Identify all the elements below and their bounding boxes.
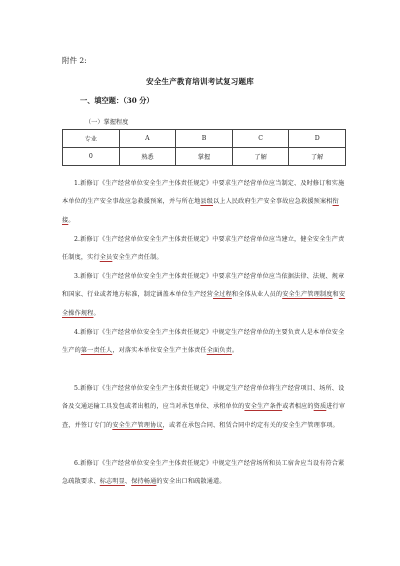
table-header-cell: B	[176, 130, 233, 148]
table-header-cell: C	[232, 130, 289, 148]
question-text: 4.新修订《生产经营单位安全生产主体责任规定》中规定生产经营单位的主要负责人是本单位安全生产的	[62, 329, 345, 355]
appendix-label: 附件 2:	[62, 56, 87, 65]
subsection-heading: （一）掌握程度	[85, 119, 129, 126]
question-text: 。	[68, 216, 75, 224]
table-header-row	[63, 130, 346, 148]
question-text: 2.新修订《生产经营单位安全生产主体责任规定》中要求生产经营单位应当建立，健全安全生产责任制度，实行	[62, 236, 345, 262]
answer-blank: 安全生产管理制度	[282, 291, 333, 299]
table-cell: 熟悉	[119, 148, 176, 166]
question-4	[62, 324, 346, 361]
question-text: 进行审查，并签订专门的	[62, 403, 346, 429]
answer-blank: 县级	[200, 198, 213, 206]
question-3	[62, 268, 346, 323]
answer-blank: 资质	[313, 403, 327, 411]
question-text: 或者相应的	[282, 403, 314, 411]
table-cell: 掌握	[176, 148, 233, 166]
question-text: 。	[93, 309, 100, 317]
question-text: 1.新修订《生产经营单位安全生产主体责任规定》中要求生产经营单位应当制定、及时修订和实施本单位的生产安全事故应急救援预案，并与所在地	[62, 180, 345, 206]
question-1	[62, 175, 346, 230]
answer-blank: 全过程	[212, 291, 232, 299]
table-row	[63, 148, 346, 166]
question-text: 、	[124, 478, 132, 486]
section-heading: 一、填空题：（30 分）	[80, 96, 154, 105]
question-text: 的安全出口和疏散通道。	[156, 478, 226, 486]
question-text: ，对落实本单位安全生产主体责任	[112, 347, 207, 355]
table-header-cell: A	[119, 130, 176, 148]
question-text: 。	[231, 347, 239, 355]
answer-blank: 标志明显	[99, 478, 125, 486]
answer-blank: 全面负责	[206, 347, 232, 355]
proficiency-table	[62, 129, 346, 166]
answer-blank: 安全生产管理协议	[112, 421, 163, 429]
question-text: 3.新修订《生产经营单位安全生产主体责任规定》中要求生产经营单位应当依据法律、法规、规章和国家、行业或者地方标准，制定涵盖本单位生产经营	[62, 273, 345, 299]
question-2	[62, 231, 346, 268]
question-text: 和	[332, 291, 339, 299]
answer-blank: 第一责任人	[80, 347, 113, 355]
table-cell: 了解	[232, 148, 289, 166]
question-text: 和全体从业人员的	[231, 291, 283, 299]
question-text: ，或者在承包合同、租赁合同中约定有关的安全生产管理事项。	[162, 421, 339, 429]
answer-blank: 安全操作规程	[62, 291, 346, 317]
question-text: 6.新修订《生产经营单位安全生产主体责任规定》中规定生产经营场所和员工宿舍应当设有符合紧急疏散要求、	[62, 460, 345, 486]
answer-blank: 安全生产条件	[244, 403, 283, 411]
answer-blank: 保持畅通	[131, 478, 157, 486]
table-cell: 了解	[289, 148, 346, 166]
question-text: 以上人民政府生产安全事故应急救援预案相	[213, 198, 333, 206]
table-cell: 0	[63, 148, 120, 166]
table-header-cell: D	[289, 130, 346, 148]
question-6	[62, 455, 346, 492]
question-5	[62, 380, 346, 435]
document-title: 安全生产教育培训考试复习题库	[146, 77, 254, 86]
answer-blank: 衔接	[62, 198, 339, 224]
question-text: 5.新修订《生产经营单位安全生产主体责任规定》中规定生产经营单位将生产经营项目、场所、设备及交通运输工具发包或者出租的，应当对承包单位、承租单位的	[62, 385, 345, 411]
question-text: 安全生产责任制。	[112, 254, 163, 262]
table-header-cell: 专业	[63, 130, 120, 148]
answer-blank: 全员	[99, 254, 113, 262]
